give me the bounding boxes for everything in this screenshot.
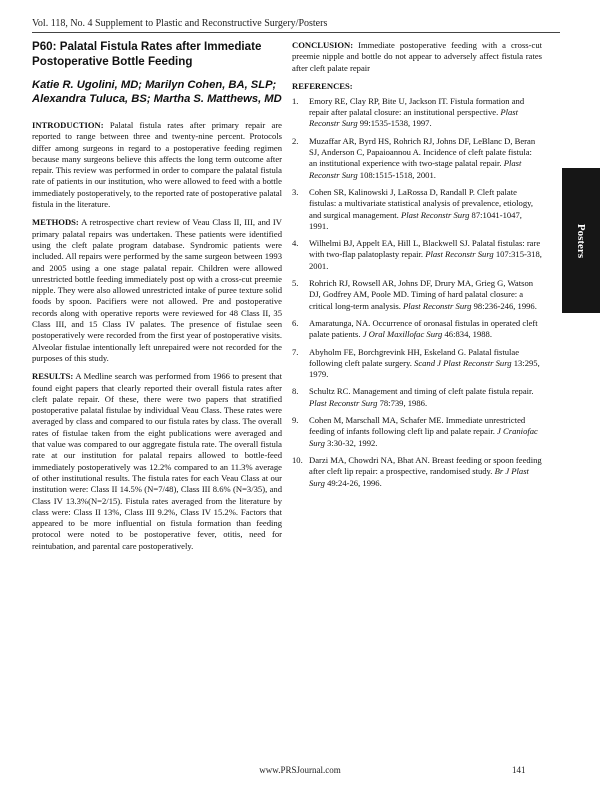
- reference-item: [292, 96, 542, 130]
- left-column: [32, 40, 282, 559]
- reference-journal: Plast Reconstr Surg: [309, 107, 519, 129]
- section-tab-label: Posters: [575, 223, 587, 258]
- reference-number: 6.: [292, 317, 299, 328]
- reference-number: 8.: [292, 386, 299, 397]
- reference-item: [292, 318, 542, 341]
- introduction-label: INTRODUCTION:: [32, 120, 104, 130]
- reference-item: [292, 136, 542, 181]
- reference-journal: Plast Reconstr Surg: [425, 249, 494, 260]
- footer-url: www.PRSJournal.com: [259, 765, 341, 775]
- reference-text: Darzi MA, Chowdri NA, Bhat AN. Breast feeding or spoon feeding after cleft lip repair: a prospective, randomised study.: [309, 454, 542, 477]
- reference-number: 4.: [292, 238, 299, 249]
- reference-citation: 46:834, 1988.: [442, 329, 492, 340]
- reference-text: Wilhelmi BJ, Appelt EA, Hill L, Blackwell SJ. Palatal fistulas: rare with two-flap palatoplasty repair.: [309, 238, 541, 260]
- page-number: 141: [512, 765, 526, 775]
- reference-item: [292, 347, 542, 381]
- reference-journal: Plast Reconstr Surg: [403, 300, 472, 311]
- reference-journal: Plast Reconstr Surg: [309, 397, 378, 408]
- conclusion-paragraph: [292, 40, 542, 74]
- reference-journal: Plast Reconstr Surg: [309, 158, 522, 180]
- reference-number: 5.: [292, 278, 299, 289]
- reference-journal: Plast Reconstr Surg: [400, 209, 470, 220]
- reference-citation: 99:1535-1538, 1997.: [357, 118, 432, 129]
- reference-item: [292, 238, 542, 272]
- reference-text: Amaratunga, NA. Occurrence of oronasal fistulas in operated cleft palate patients.: [309, 317, 538, 340]
- reference-text: Schultz RC. Management and timing of cleft palate fistula repair.: [309, 386, 534, 397]
- reference-item: [292, 455, 542, 489]
- header-rule: [32, 32, 560, 33]
- reference-number: 2.: [292, 135, 299, 146]
- reference-text: Cohen M, Marschall MA, Schafer ME. Immediate unrestricted feeding of infants following cleft lip and palate repair.: [309, 415, 526, 437]
- introduction-text: Palatal fistula rates after primary repair are reported to range between three and twenty-nine percent. Protocols differ among surgeons in regard to a postoperative feeding regimen because many surgeons believe this affects the long term outcome after repair. This review was performed in order to compare the palatal fistula rate of patients in our institution, who were allowed to feed with a bottle immediately postoperatively, to the reported rate of postoperative palatal fistula in the literature.: [32, 120, 282, 210]
- reference-journal: Br J Plast Surg: [309, 466, 529, 488]
- conclusion-label: CONCLUSION:: [292, 40, 354, 50]
- section-tab: [562, 168, 600, 313]
- methods-paragraph: [32, 217, 282, 364]
- reference-citation: 98:236-246, 1996.: [471, 300, 537, 311]
- reference-item: [292, 415, 542, 449]
- reference-text: Emory RE, Clay RP, Bite U, Jackson IT. Fistula formation and repair after palatal closure: an institutional perspective.: [309, 95, 525, 118]
- reference-text: Muzaffar AR, Byrd HS, Rohrich RJ, Johns DF, LeBlanc D, Beran SJ, Anderson C, Papaioannou A. Incidence of cleft palate fistula: an institutional experience with two-stage palatal repair.: [309, 135, 536, 169]
- reference-number: 3.: [292, 186, 299, 197]
- reference-citation: 13:295, 1979.: [309, 357, 540, 380]
- reference-text: Abyholm FE, Borchgrevink HH, Eskeland G. Palatal fistulae following cleft palate surgery.: [309, 346, 520, 368]
- reference-number: 1.: [292, 95, 299, 106]
- reference-item: [292, 386, 542, 409]
- introduction-paragraph: [32, 120, 282, 210]
- right-column: [292, 40, 542, 495]
- reference-text: Cohen SR, Kalinowski J, LaRossa D, Randall P. Cleft palate fistulas: a multivariate statistical analysis of prevalence, etiology, and surgical management.: [309, 186, 534, 220]
- reference-citation: 78:739, 1986.: [377, 397, 428, 408]
- reference-journal: J Oral Maxillofac Surg: [362, 329, 443, 340]
- references-heading: REFERENCES:: [292, 80, 353, 91]
- article-title: P60: Palatal Fistula Rates after Immediate Postoperative Bottle Feeding: [32, 40, 262, 68]
- reference-journal: Scand J Plast Reconstr Surg: [414, 357, 512, 368]
- reference-number: 7.: [292, 346, 299, 357]
- reference-item: [292, 187, 542, 232]
- reference-citation: 87:1041-1047, 1991.: [309, 209, 522, 231]
- reference-citation: 108:1515-1518, 2001.: [357, 169, 436, 180]
- conclusion-text: Immediate postoperative feeding with a cross-cut preemie nipple and bottle do not appear to adversely affect fistula rates after cleft palate repair: [292, 40, 542, 73]
- reference-number: 9.: [292, 415, 299, 426]
- reference-text: Rohrich RJ, Rowsell AR, Johns DF, Drury MA, Grieg G, Watson DJ, Godfrey AM, Poole MD. Timing of hard palatal closure: a critical long-term analysis.: [309, 278, 534, 311]
- methods-text: A retrospective chart review of Veau Class II, III, and IV primary palatal repairs was undertaken. These patients were identified using the cleft palate program database. Syndromic patients were included. All repairs were performed by the same surgeon between 1993 and 2005 using a one stage palatal repair. Children were allowed unrestricted bottle feeding immediately post op with a cross-cut preemie nipple. They were also allowed unrestricted intake of puree texture solid foods by spoon. Pacifiers were not allowed. Pre and postoperative records along with operative reports were reviewed for 48 Class II, 35 Class III, and 15 Class IV palates. The presence of fistulae seen postoperatively were recorded from the first year of postoperative visits. Alveolar fistulae intentionally left unrepaired were not recorded for the purposes of this study.: [32, 217, 282, 363]
- results-text: A Medline search was performed from 1966 to present that found eight papers that clearly reported their overall fistula rates after cleft palate repair. Of these, there were two papers that stratified postoperative palatal fistulae by individual Veau Class. These rates were averaged by class and compared to our fistula rates by class. The overall rates of fistulae taken from the eight publications were averaged and that value was compared to our aggregate fistula rate. The overall fistula rate at our institution for palatal repairs allowed to bottle-feed immediately postoperatively was 12.2% compared to an 11.3% average of other institutional results. The fistula rates for each Veau Class at our institution were: Class II 14.5% (N=7/48), Class III 8.6% (N=3/35), and Class IV 13.3%(N=2/15). Fistula rates averaged from the literature by class were: Class II 13%, Class III 9.2%, Class IV 15.2%. Factors that appeared to be more influential on fistula formation than feeding protocol were noted to be postoperative fever, otitis, need for reintubation, and parental care postoperatively.: [32, 371, 282, 551]
- reference-citation: 3:30-32, 1992.: [324, 437, 378, 448]
- results-label: RESULTS:: [32, 371, 74, 382]
- methods-label: METHODS:: [32, 217, 79, 228]
- reference-citation: 49:24-26, 1996.: [324, 477, 382, 488]
- reference-citation: 107:315-318, 2001.: [309, 249, 542, 271]
- results-paragraph: [32, 371, 282, 552]
- running-head: Vol. 118, No. 4 Supplement to Plastic and Reconstructive Surgery/Posters: [32, 18, 328, 29]
- article-authors: Katie R. Ugolini, MD; Marilyn Cohen, BA, SLP; Alexandra Tuluca, BS; Martha S. Matthews, MD: [32, 79, 282, 105]
- reference-item: [292, 278, 542, 312]
- reference-number: 10.: [292, 454, 303, 465]
- reference-list: [292, 96, 542, 489]
- reference-journal: J Craniofac Surg: [309, 426, 538, 448]
